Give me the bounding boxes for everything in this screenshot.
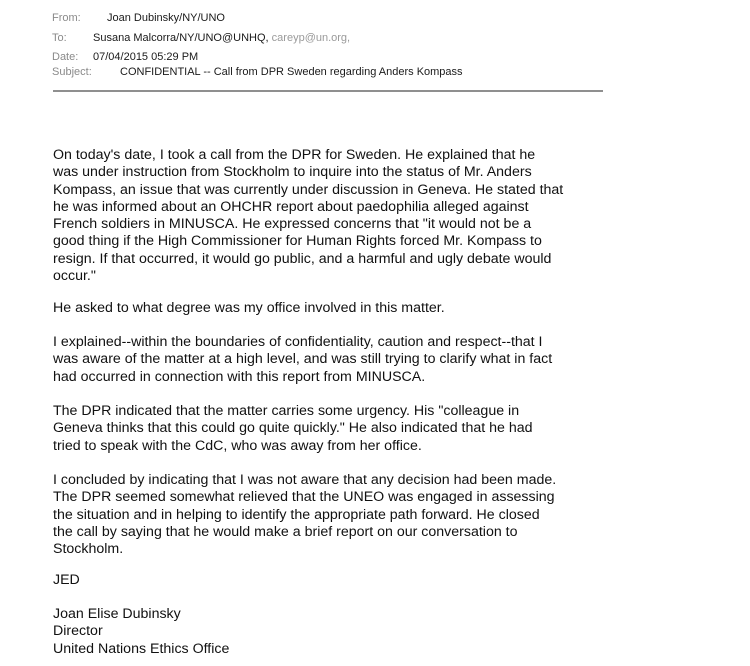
paragraph-call-details bbox=[53, 147, 693, 285]
from-label: From: bbox=[52, 12, 81, 24]
to-label: To: bbox=[52, 32, 67, 44]
signature-initials: JED bbox=[53, 572, 80, 588]
text-line: I concluded by indicating that I was not aware that any decision had been made. bbox=[53, 472, 557, 488]
to-value: Susana Malcorra/NY/UNO@UNHQ, bbox=[93, 32, 269, 44]
text-line: On today's date, I took a call from the DPR for Sweden. He explained that he bbox=[53, 147, 536, 163]
to-cc: careyp@un.org, bbox=[271, 32, 351, 44]
signature-title: Director bbox=[53, 623, 103, 640]
text-line: He asked to what degree was my office involved in this matter. bbox=[53, 300, 445, 316]
text-line: was aware of the matter at a high level, and was still trying to clarify what in fact bbox=[53, 351, 553, 368]
text-line: French soldiers in MINUSCA. He expressed concerns that "it would not be a bbox=[53, 216, 532, 233]
text-line: Kompass, an issue that was currently under discussion in Geneva. He stated that bbox=[53, 181, 564, 198]
text-line: he was informed about an OHCHR report about paedophilia alleged against bbox=[53, 198, 529, 215]
text-line: occur." bbox=[53, 268, 96, 285]
paragraph-conclusion bbox=[53, 472, 693, 558]
text-line: the situation and in helping to identify the appropriate path forward. He closed bbox=[53, 506, 540, 523]
text-line: Geneva thinks that this could go quite quickly." He also indicated that he had bbox=[53, 420, 533, 437]
text-line: The DPR indicated that the matter carries some urgency. His "colleague in bbox=[53, 403, 520, 419]
text-line: the call by saying that he would make a brief report on our conversation to bbox=[53, 523, 518, 540]
text-line: good thing if the High Commissioner for Human Rights forced Mr. Kompass to bbox=[53, 233, 542, 250]
signature-name: Joan Elise Dubinsky bbox=[53, 606, 181, 622]
text-line: tried to speak with the CdC, who was away from her office. bbox=[53, 437, 422, 454]
text-line: was under instruction from Stockholm to inquire into the status of Mr. Anders bbox=[53, 164, 532, 181]
to-value-group bbox=[93, 32, 350, 45]
subject-value: CONFIDENTIAL -- Call from DPR Sweden regarding Anders Kompass bbox=[120, 66, 463, 78]
date-value: 07/04/2015 05:29 PM bbox=[93, 51, 199, 63]
text-line: The DPR seemed somewhat relieved that the UNEO was engaged in assessing bbox=[53, 489, 555, 506]
subject-label: Subject: bbox=[52, 66, 92, 78]
text-line: Stockholm. bbox=[53, 541, 124, 558]
signature-office: United Nations Ethics Office bbox=[53, 640, 230, 657]
text-line: had occurred in connection with this report from MINUSCA. bbox=[53, 368, 426, 385]
text-line: I explained--within the boundaries of confidentiality, caution and respect--that I bbox=[53, 334, 543, 350]
signature-block bbox=[53, 606, 693, 658]
date-label: Date: bbox=[52, 51, 79, 63]
header-divider bbox=[53, 90, 603, 92]
text-line: resign. If that occurred, it would go public, and a harmful and ugly debate would bbox=[53, 250, 552, 267]
paragraph-explanation bbox=[53, 334, 693, 386]
paragraph-urgency bbox=[53, 403, 693, 455]
paragraph-question bbox=[53, 300, 693, 317]
from-value: Joan Dubinsky/NY/UNO bbox=[107, 12, 225, 24]
